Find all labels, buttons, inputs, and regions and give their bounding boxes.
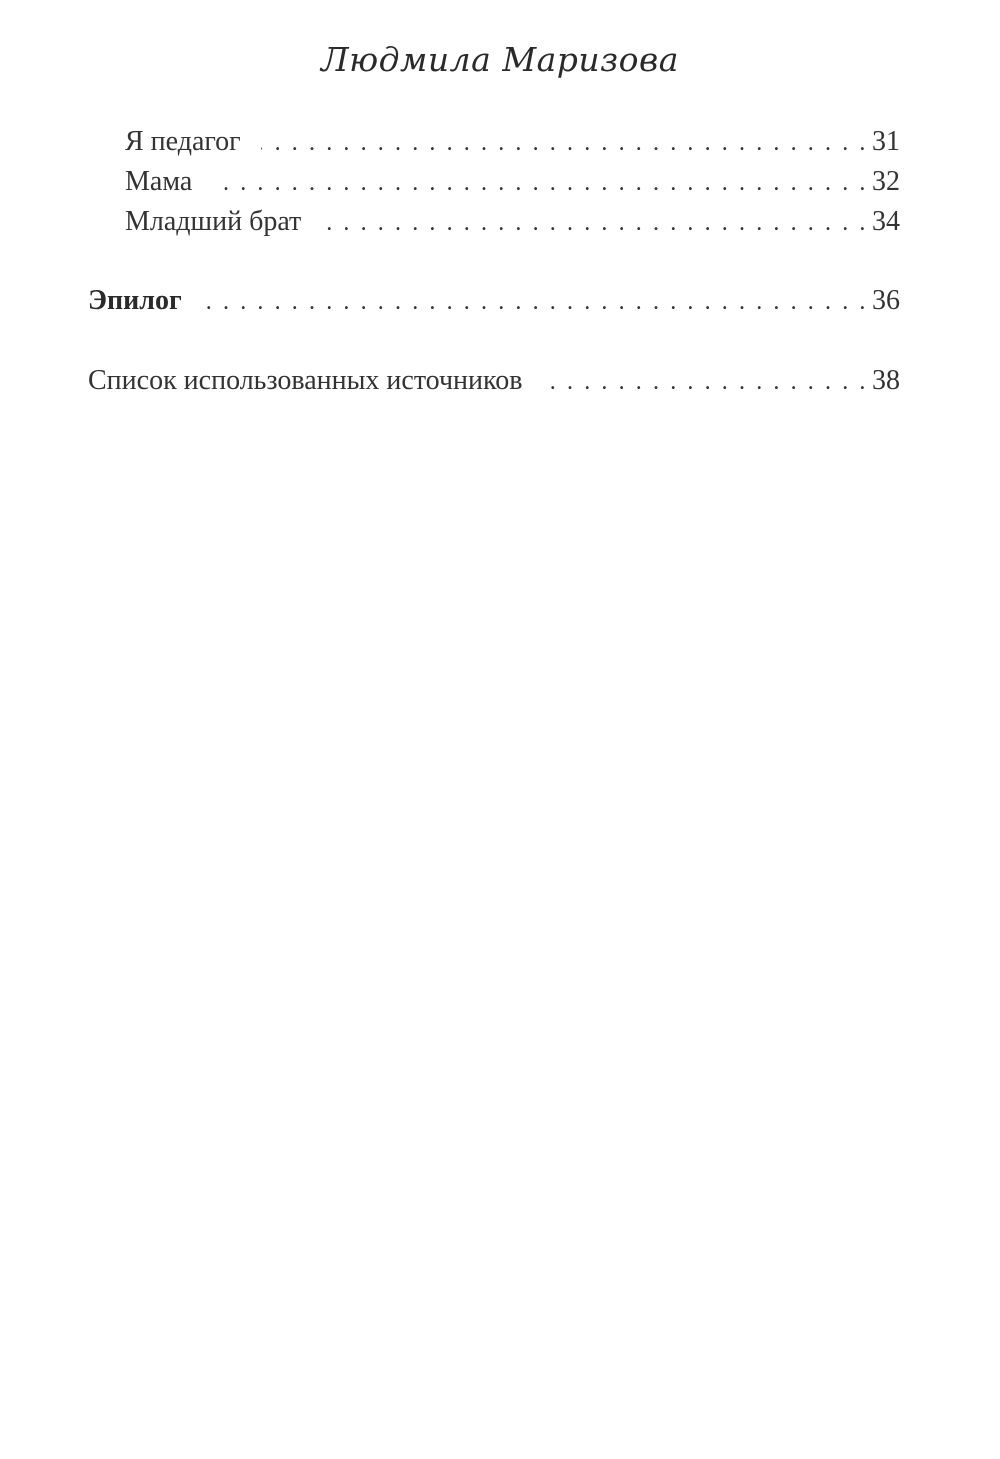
toc-entry-title: Младший брат: [125, 206, 302, 237]
toc-entry-page: 36: [872, 285, 900, 316]
toc-entry-mama[interactable]: [125, 162, 900, 202]
toc-entry-page: 34: [872, 206, 900, 237]
dot-leader: [261, 123, 868, 163]
toc-entry-epilog[interactable]: [88, 281, 900, 321]
toc-entry-page: 38: [872, 365, 900, 396]
dot-leader: [202, 282, 868, 322]
toc-entry-title: Список использованных источников: [88, 365, 523, 396]
dot-leader: [212, 163, 868, 203]
toc-entry-sources[interactable]: [88, 361, 900, 401]
toc-entry-page: 31: [872, 126, 900, 157]
toc-entry-page: 32: [872, 166, 900, 197]
toc-entry-title: Эпилог: [88, 285, 182, 316]
toc-entry-mladshiy-brat[interactable]: [125, 202, 900, 242]
dot-leader: [542, 362, 868, 402]
dot-leader: [321, 203, 868, 243]
running-header-author: Людмила Маризова: [321, 40, 679, 79]
toc-entry-title: Я педагог: [125, 126, 241, 157]
toc-entry-title: Мама: [125, 166, 193, 197]
toc-entry-ya-pedagog[interactable]: [125, 122, 900, 162]
